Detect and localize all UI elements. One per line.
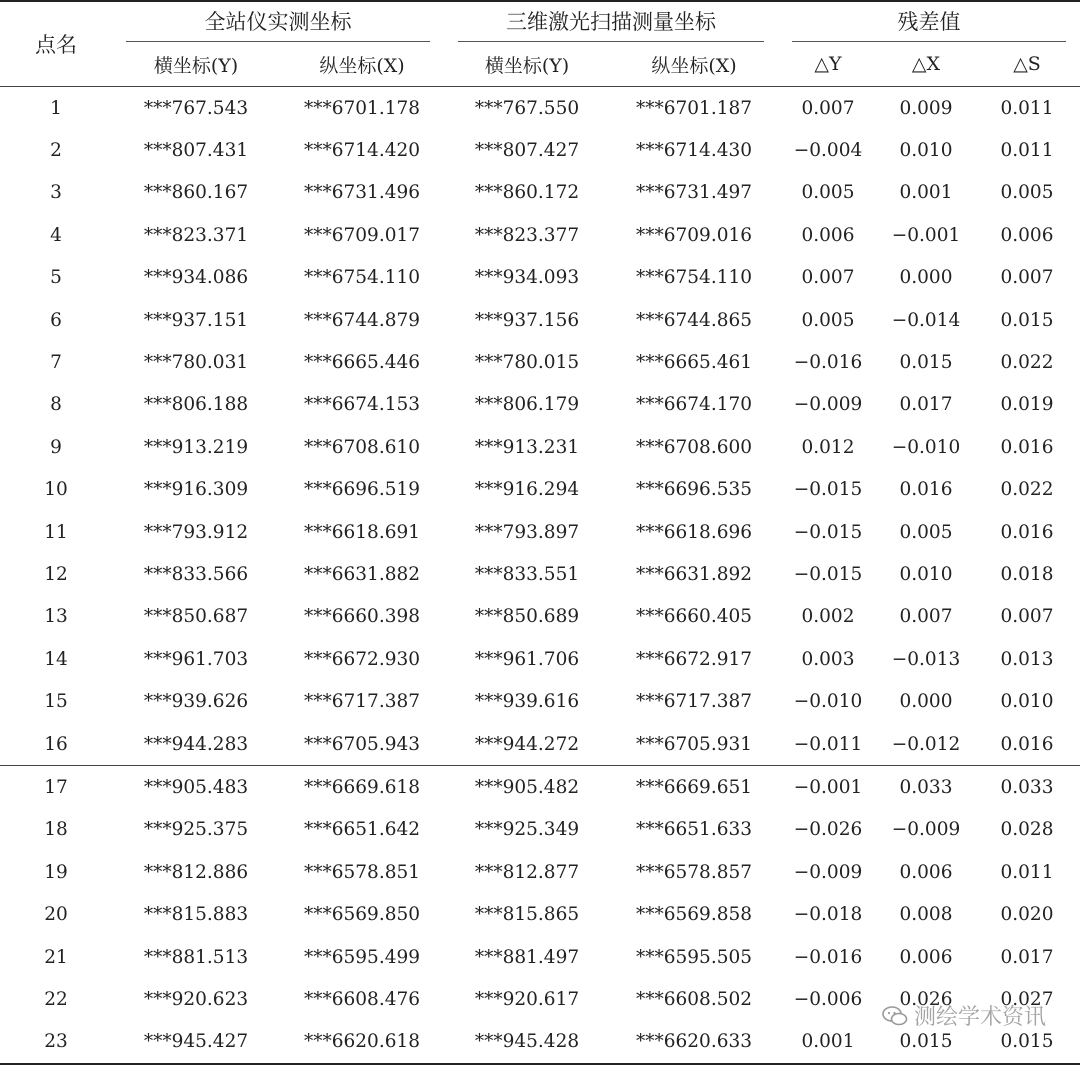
cell-x-laser: ***6631.892 <box>635 563 753 585</box>
cell-delta-y: −0.011 <box>793 733 863 755</box>
header-laser-label: 三维激光扫描测量坐标 <box>458 3 764 42</box>
header-col-x-laser: 纵坐标(X) <box>610 42 778 87</box>
cell-x-laser: ***6672.917 <box>635 648 753 670</box>
cell-x-total: ***6754.110 <box>303 267 421 289</box>
cell-delta-s: 0.022 <box>1000 352 1054 374</box>
cell-x-total: ***6714.420 <box>303 140 421 162</box>
cell-y-total: ***916.309 <box>143 479 249 501</box>
cell-delta-x: 0.015 <box>878 1021 974 1064</box>
table-row <box>0 469 1080 511</box>
header-col-ds: △S <box>974 42 1080 87</box>
cell-y-total: ***905.483 <box>112 766 280 809</box>
header-col-y-laser: 横坐标(Y) <box>444 42 610 87</box>
cell-point-name: 22 <box>44 988 68 1010</box>
cell-delta-y: −0.015 <box>793 521 863 543</box>
table-row <box>0 893 1080 935</box>
cell-delta-s: 0.016 <box>1000 436 1054 458</box>
table-row <box>0 766 1080 809</box>
cell-delta-y: −0.004 <box>793 140 863 162</box>
cell-x-total: ***6696.519 <box>303 479 421 501</box>
cell-point-name: 2 <box>50 140 62 162</box>
cell-delta-x: 0.010 <box>899 563 953 585</box>
cell-y-laser: ***920.617 <box>474 988 580 1010</box>
table-body <box>0 87 1080 1064</box>
cell-x-laser: ***6651.633 <box>635 819 753 841</box>
cell-y-laser: ***815.865 <box>474 904 580 926</box>
cell-delta-y: −0.010 <box>793 691 863 713</box>
cell-point-name: 17 <box>0 766 112 809</box>
cell-point-name: 1 <box>50 97 62 119</box>
cell-x-total: ***6705.943 <box>303 733 421 755</box>
cell-point-name: 21 <box>44 946 68 968</box>
cell-delta-x: 0.016 <box>899 479 953 501</box>
table-row <box>0 87 1080 130</box>
cell-delta-s: 0.017 <box>1000 946 1054 968</box>
cell-y-laser: ***937.156 <box>474 309 580 331</box>
cell-delta-s: 0.022 <box>1000 479 1054 501</box>
cell-delta-s: 0.033 <box>974 766 1080 809</box>
cell-delta-y: −0.018 <box>793 904 863 926</box>
cell-delta-y: 0.002 <box>801 606 855 628</box>
cell-delta-s: 0.005 <box>1000 182 1054 204</box>
cell-delta-x: 0.009 <box>899 97 953 119</box>
cell-x-laser: ***6709.016 <box>635 224 753 246</box>
header-total-station-group <box>112 1 444 42</box>
cell-x-laser: ***6578.857 <box>635 861 753 883</box>
cell-delta-s: 0.016 <box>1000 521 1054 543</box>
cell-y-total: ***793.912 <box>143 521 249 543</box>
cell-y-total: ***913.219 <box>143 436 249 458</box>
cell-x-total: ***6744.879 <box>303 309 421 331</box>
cell-y-laser: ***812.877 <box>474 861 580 883</box>
cell-delta-x: 0.026 <box>899 988 953 1010</box>
cell-y-laser: ***913.231 <box>474 436 580 458</box>
cell-x-laser: ***6618.696 <box>635 521 753 543</box>
cell-delta-s: 0.028 <box>1000 819 1054 841</box>
cell-y-laser: ***961.706 <box>474 648 580 670</box>
cell-y-total: ***925.375 <box>143 819 249 841</box>
cell-x-total: ***6672.930 <box>303 648 421 670</box>
table-row <box>0 638 1080 680</box>
cell-y-total: ***961.703 <box>143 648 249 670</box>
cell-y-laser: ***934.093 <box>474 267 580 289</box>
cell-delta-s: 0.011 <box>1000 861 1054 883</box>
cell-delta-s: 0.016 <box>1000 733 1054 755</box>
table-row <box>0 426 1080 468</box>
cell-point-name: 3 <box>50 182 62 204</box>
cell-x-total: ***6595.499 <box>303 946 421 968</box>
cell-delta-x: 0.005 <box>899 521 953 543</box>
table-row <box>0 809 1080 851</box>
cell-point-name: 5 <box>50 267 62 289</box>
cell-y-total: ***823.371 <box>143 224 249 246</box>
cell-y-laser: ***860.172 <box>474 182 580 204</box>
table-row <box>0 680 1080 722</box>
cell-point-name: 9 <box>50 436 62 458</box>
cell-delta-x: 0.008 <box>899 904 953 926</box>
cell-y-laser: ***916.294 <box>474 479 580 501</box>
cell-y-total: ***850.687 <box>143 606 249 628</box>
cell-x-laser: ***6674.170 <box>635 394 753 416</box>
cell-x-laser: ***6669.651 <box>610 766 778 809</box>
table-row <box>0 596 1080 638</box>
cell-delta-y: −0.001 <box>778 766 878 809</box>
cell-delta-x: −0.013 <box>891 648 961 670</box>
cell-delta-y: −0.015 <box>793 563 863 585</box>
cell-y-laser: ***925.349 <box>474 819 580 841</box>
cell-point-name: 15 <box>44 691 68 713</box>
cell-point-name: 11 <box>44 521 68 543</box>
header-residual-group <box>778 1 1080 42</box>
cell-delta-s: 0.015 <box>1000 309 1054 331</box>
cell-delta-x: 0.006 <box>899 946 953 968</box>
header-col-dy: △Y <box>778 42 878 87</box>
cell-delta-x: 0.006 <box>899 861 953 883</box>
cell-x-laser: ***6665.461 <box>635 352 753 374</box>
cell-y-laser: ***806.179 <box>474 394 580 416</box>
cell-x-laser: ***6708.600 <box>635 436 753 458</box>
cell-y-laser: ***793.897 <box>474 521 580 543</box>
cell-x-total: ***6731.496 <box>303 182 421 204</box>
cell-y-total: ***939.626 <box>143 691 249 713</box>
cell-y-laser: ***939.616 <box>474 691 580 713</box>
table-row <box>0 299 1080 341</box>
cell-x-laser: ***6608.502 <box>635 988 753 1010</box>
watermark <box>882 1000 1046 1031</box>
watermark-text: 测绘学术资讯 <box>913 1005 1046 1030</box>
cell-y-laser: ***945.428 <box>444 1021 610 1064</box>
cell-x-laser: ***6595.505 <box>635 946 753 968</box>
cell-delta-y: 0.007 <box>801 97 855 119</box>
table-row <box>0 723 1080 766</box>
cell-delta-x: −0.014 <box>891 309 961 331</box>
cell-point-name: 10 <box>44 479 68 501</box>
cell-delta-y: −0.016 <box>793 352 863 374</box>
cell-x-total: ***6717.387 <box>303 691 421 713</box>
cell-delta-s: 0.020 <box>1000 904 1054 926</box>
cell-delta-x: 0.000 <box>899 267 953 289</box>
cell-delta-x: −0.012 <box>891 733 961 755</box>
cell-y-total: ***812.886 <box>143 861 249 883</box>
cell-point-name: 18 <box>44 819 68 841</box>
cell-y-total: ***806.188 <box>143 394 249 416</box>
wechat-icon <box>882 1006 908 1026</box>
cell-x-laser: ***6754.110 <box>635 267 753 289</box>
cell-x-total: ***6665.446 <box>303 352 421 374</box>
header-total-station-label: 全站仪实测坐标 <box>126 3 430 42</box>
cell-point-name: 12 <box>44 563 68 585</box>
cell-delta-s: 0.013 <box>1000 648 1054 670</box>
cell-delta-x: −0.010 <box>891 436 961 458</box>
cell-x-total: ***6651.642 <box>303 819 421 841</box>
cell-delta-y: 0.007 <box>801 267 855 289</box>
table-row <box>0 257 1080 299</box>
cell-x-laser: ***6744.865 <box>635 309 753 331</box>
cell-y-total: ***944.283 <box>143 733 249 755</box>
header-col-x-total: 纵坐标(X) <box>280 42 444 87</box>
cell-delta-x: 0.017 <box>899 394 953 416</box>
table-row <box>0 851 1080 893</box>
cell-x-laser: ***6620.633 <box>610 1021 778 1064</box>
cell-x-total: ***6569.850 <box>303 904 421 926</box>
cell-delta-x: 0.001 <box>899 182 953 204</box>
cell-x-laser: ***6714.430 <box>635 140 753 162</box>
cell-y-total: ***860.167 <box>143 182 249 204</box>
header-col-y-total: 横坐标(Y) <box>112 42 280 87</box>
cell-y-laser: ***850.689 <box>474 606 580 628</box>
cell-y-laser: ***807.427 <box>474 140 580 162</box>
cell-x-total: ***6578.851 <box>303 861 421 883</box>
cell-delta-s: 0.011 <box>1000 140 1054 162</box>
cell-y-laser: ***881.497 <box>474 946 580 968</box>
cell-y-total: ***934.086 <box>143 267 249 289</box>
header-col-dx: △X <box>878 42 974 87</box>
header-laser-group <box>444 1 778 42</box>
cell-delta-y: 0.005 <box>801 182 855 204</box>
cell-delta-x: 0.000 <box>899 691 953 713</box>
cell-delta-y: 0.012 <box>801 436 855 458</box>
table-row <box>0 511 1080 553</box>
cell-point-name: 4 <box>50 224 62 246</box>
cell-x-laser: ***6717.387 <box>635 691 753 713</box>
table-row <box>0 553 1080 595</box>
cell-delta-x: 0.010 <box>899 140 953 162</box>
cell-point-name: 20 <box>44 904 68 926</box>
cell-delta-y: −0.026 <box>793 819 863 841</box>
header-residual-label: 残差值 <box>792 3 1066 42</box>
cell-point-name: 19 <box>44 861 68 883</box>
table-row <box>0 341 1080 383</box>
cell-delta-s: 0.027 <box>1000 988 1054 1010</box>
cell-delta-y: −0.009 <box>793 861 863 883</box>
cell-delta-s: 0.007 <box>1000 606 1054 628</box>
cell-y-total: ***815.883 <box>143 904 249 926</box>
cell-x-laser: ***6569.858 <box>635 904 753 926</box>
table-row <box>0 129 1080 171</box>
cell-delta-s: 0.011 <box>1000 97 1054 119</box>
cell-y-total: ***807.431 <box>143 140 249 162</box>
table-row <box>0 936 1080 978</box>
cell-y-laser: ***780.015 <box>474 352 580 374</box>
cell-x-total: ***6708.610 <box>303 436 421 458</box>
cell-y-total: ***767.543 <box>143 97 249 119</box>
cell-delta-y: −0.016 <box>793 946 863 968</box>
cell-delta-y: 0.005 <box>801 309 855 331</box>
cell-y-laser: ***944.272 <box>474 733 580 755</box>
cell-point-name: 14 <box>44 648 68 670</box>
cell-delta-s: 0.006 <box>1000 224 1054 246</box>
cell-x-laser: ***6696.535 <box>635 479 753 501</box>
cell-x-total: ***6669.618 <box>280 766 444 809</box>
cell-delta-y: 0.001 <box>778 1021 878 1064</box>
cell-y-total: ***920.623 <box>143 988 249 1010</box>
cell-x-total: ***6701.178 <box>303 97 421 119</box>
cell-x-laser: ***6701.187 <box>635 97 753 119</box>
header-point-name: 点名 <box>0 1 112 87</box>
cell-point-name: 16 <box>44 733 68 755</box>
cell-delta-x: −0.001 <box>891 224 961 246</box>
cell-x-total: ***6608.476 <box>303 988 421 1010</box>
cell-x-laser: ***6731.497 <box>635 182 753 204</box>
cell-x-total: ***6631.882 <box>303 563 421 585</box>
cell-delta-s: 0.007 <box>1000 267 1054 289</box>
cell-delta-s: 0.010 <box>1000 691 1054 713</box>
cell-y-total: ***881.513 <box>143 946 249 968</box>
cell-y-laser: ***823.377 <box>474 224 580 246</box>
cell-y-laser: ***905.482 <box>444 766 610 809</box>
cell-y-total: ***833.566 <box>143 563 249 585</box>
cell-point-name: 7 <box>50 352 62 374</box>
cell-delta-x: 0.033 <box>878 766 974 809</box>
cell-point-name: 13 <box>44 606 68 628</box>
cell-delta-s: 0.015 <box>974 1021 1080 1064</box>
cell-delta-x: −0.009 <box>891 819 961 841</box>
cell-y-total: ***780.031 <box>143 352 249 374</box>
cell-x-total: ***6620.618 <box>280 1021 444 1064</box>
cell-y-total: ***937.151 <box>143 309 249 331</box>
cell-delta-y: 0.006 <box>801 224 855 246</box>
cell-delta-x: 0.015 <box>899 352 953 374</box>
cell-point-name: 6 <box>50 309 62 331</box>
cell-delta-s: 0.019 <box>1000 394 1054 416</box>
cell-y-laser: ***833.551 <box>474 563 580 585</box>
table-row <box>0 172 1080 214</box>
cell-point-name: 8 <box>50 394 62 416</box>
cell-delta-y: −0.009 <box>793 394 863 416</box>
cell-delta-y: 0.003 <box>801 648 855 670</box>
cell-x-total: ***6618.691 <box>303 521 421 543</box>
cell-delta-x: 0.007 <box>899 606 953 628</box>
cell-x-total: ***6660.398 <box>303 606 421 628</box>
cell-y-total: ***945.427 <box>112 1021 280 1064</box>
cell-point-name: 23 <box>0 1021 112 1064</box>
cell-delta-y: −0.006 <box>793 988 863 1010</box>
cell-delta-y: −0.015 <box>793 479 863 501</box>
cell-delta-s: 0.018 <box>1000 563 1054 585</box>
cell-x-laser: ***6660.405 <box>635 606 753 628</box>
cell-x-laser: ***6705.931 <box>635 733 753 755</box>
cell-y-laser: ***767.550 <box>474 97 580 119</box>
cell-x-total: ***6709.017 <box>303 224 421 246</box>
table-row <box>0 384 1080 426</box>
cell-x-total: ***6674.153 <box>303 394 421 416</box>
table-row <box>0 214 1080 256</box>
